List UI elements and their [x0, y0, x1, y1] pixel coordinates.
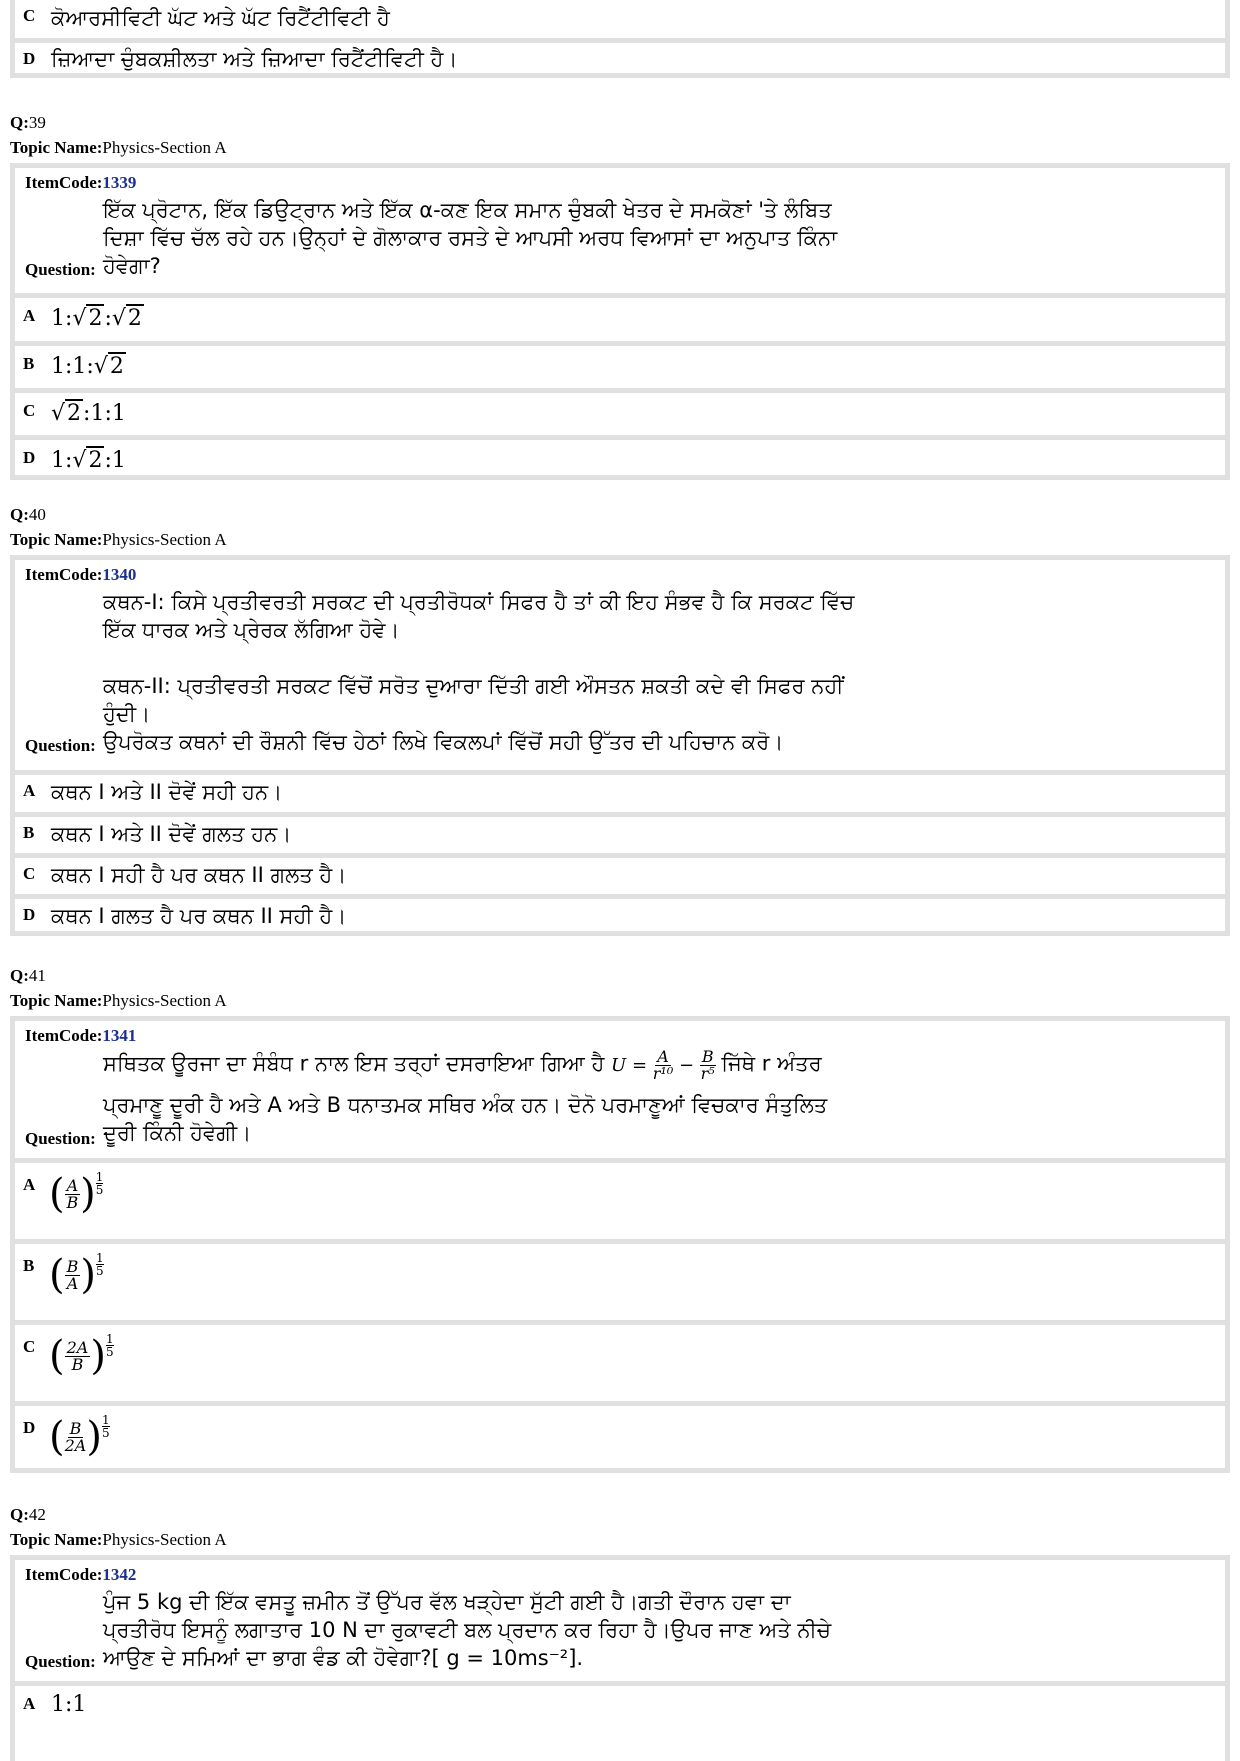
q-number: 40 — [28, 505, 46, 524]
question-box — [10, 555, 1230, 770]
paren-close: ) — [86, 1414, 102, 1460]
prev-options-block — [10, 0, 1230, 78]
numerator: 2A — [66, 1337, 89, 1357]
topic-value: Physics-Section A — [102, 138, 227, 157]
option-text: ਜ਼ਿਆਦਾ ਚੁੰਬਕਸ਼ੀਲਤਾ ਅਤੇ ਜ਼ਿਆਦਾ ਰਿਟੈਂਟੀਵਿਟੀ ਹੈ। — [51, 47, 458, 71]
text-fragment: ਸਥਿਤਕ ਊਰਜਾ ਦਾ ਸੰਬੰਧ r ਨਾਲ ਇਸ ਤਰ੍ਹਾਂ ਦਸਰਾਇਆ ਗਿਆ ਹੈ — [103, 1051, 605, 1076]
exp-denominator: 5 — [101, 1426, 110, 1440]
option-letter: C — [23, 6, 36, 25]
question-text-line: ਹੁੰਦੀ। — [103, 702, 151, 726]
itemcode-label: ItemCode: — [25, 173, 103, 192]
itemcode-value: 1340 — [102, 565, 137, 584]
formula-part: − — [678, 1054, 695, 1076]
question-box — [10, 1555, 1230, 1681]
q-number: 41 — [28, 966, 46, 985]
topic-line — [10, 138, 227, 158]
topic-value: Physics-Section A — [102, 530, 227, 549]
option-letter: A — [23, 1175, 36, 1194]
option-letter: C — [23, 864, 36, 883]
q-number: 39 — [28, 113, 46, 132]
question-label: Question: — [25, 736, 96, 755]
exponent — [102, 1414, 110, 1439]
paren-close: ) — [90, 1333, 106, 1379]
formula-part: U = — [611, 1054, 648, 1076]
sqrt-symbol: √ — [72, 306, 87, 331]
topic-line — [10, 991, 227, 1011]
exponent — [96, 1171, 104, 1196]
option-letter: B — [23, 354, 35, 373]
denominator: 2A — [64, 1435, 87, 1455]
option-row-a[interactable] — [15, 298, 1225, 341]
option-letter: D — [23, 49, 36, 68]
math-part: : — [104, 306, 112, 331]
itemcode-label: ItemCode: — [25, 1565, 103, 1584]
option-row-c[interactable] — [15, 388, 1225, 435]
option-row-a[interactable] — [15, 1686, 1225, 1726]
math-part: :1:1 — [83, 401, 126, 426]
topic-value: Physics-Section A — [102, 991, 227, 1010]
radicand: 2 — [88, 448, 103, 473]
exp-denominator: 5 — [105, 1345, 114, 1359]
question-number — [10, 505, 46, 525]
itemcode — [25, 565, 136, 585]
option-row-a[interactable] — [15, 1163, 1225, 1239]
topic-label: Topic Name: — [10, 530, 103, 549]
question-text-line: ਇੱਕ ਧਾਰਕ ਅਤੇ ਪ੍ਰੇਰਕ ਲੱਗਿਆ ਹੋਵੇ। — [103, 618, 400, 642]
exp-numerator: 1 — [105, 1332, 114, 1346]
itemcode — [25, 173, 136, 193]
radicand: 2 — [109, 354, 124, 379]
denominator: A — [66, 1273, 79, 1293]
option-math — [49, 1252, 104, 1298]
options-block — [10, 1681, 1230, 1761]
option-row-d[interactable] — [15, 1401, 1225, 1483]
fraction — [65, 1175, 81, 1212]
option-row-c[interactable] — [15, 853, 1225, 894]
question-text-line: ਪ੍ਰਮਾਣੂ ਦੂਰੀ ਹੈ ਅਤੇ A ਅਤੇ B ਧਨਾਤਮਕ ਸਥਿਰ ਅੰਕ ਹਨ। ਦੋਨੋ ਪਰਮਾਣੂਆਂ ਵਿਚਕਾਰ ਸੰਤੁਲਿਤ — [103, 1093, 828, 1117]
paren-close: ) — [80, 1252, 96, 1298]
itemcode-label: ItemCode: — [25, 565, 103, 584]
options-block — [10, 1158, 1230, 1473]
option-row-d[interactable] — [15, 435, 1225, 483]
option-letter: D — [23, 1418, 36, 1437]
question-text-line: ਕਥਨ-I: ਕਿਸੇ ਪ੍ਰਤੀਵਰਤੀ ਸਰਕਟ ਦੀ ਪ੍ਰਤੀਰੋਧਕਾਂ ਸਿਫਰ ਹੈ ਤਾਂ ਕੀ ਇਹ ਸੰਭਵ ਹੈ ਕਿ ਸਰਕਟ ਵਿੱਚ — [103, 590, 855, 614]
topic-line — [10, 530, 227, 550]
formula — [611, 1047, 721, 1083]
topic-label: Topic Name: — [10, 1530, 103, 1549]
fraction — [653, 1049, 673, 1082]
question-text-line: ਆਉਣ ਦੇ ਸਮਿਆਂ ਦਾ ਭਾਗ ਵੰਡ ਕੀ ਹੋਵੇਗਾ?[ g = 10ms⁻²]. — [103, 1646, 584, 1670]
exp-denominator: 5 — [95, 1183, 104, 1197]
exp-numerator: 1 — [95, 1251, 104, 1265]
radicand: 2 — [67, 401, 82, 426]
question-text-line: ਹੋਵੇਗਾ? — [103, 254, 161, 278]
sqrt-symbol: √ — [72, 448, 87, 473]
fraction — [65, 1337, 91, 1374]
paren-open: ( — [49, 1171, 65, 1217]
option-letter: A — [23, 306, 36, 325]
option-row-b[interactable] — [15, 812, 1225, 853]
option-math — [51, 448, 126, 473]
option-row-a[interactable] — [15, 775, 1225, 812]
exp-denominator: 5 — [95, 1264, 104, 1278]
paren-open: ( — [49, 1333, 65, 1379]
sqrt-symbol: √ — [51, 401, 66, 426]
denominator: r¹⁰ — [652, 1064, 674, 1083]
option-text: 1:1 — [51, 1692, 87, 1717]
option-letter: D — [23, 448, 36, 467]
option-letter: C — [23, 401, 36, 420]
paren-open: ( — [49, 1252, 65, 1298]
option-row-b[interactable] — [15, 1239, 1225, 1320]
option-letter: A — [23, 1694, 36, 1713]
math-part: :1 — [104, 448, 126, 473]
math-part: 1: — [51, 448, 73, 473]
q-label: Q: — [10, 113, 29, 132]
option-row[interactable] — [15, 38, 1225, 79]
question-number — [10, 966, 46, 986]
question-box — [10, 163, 1230, 293]
numerator: B — [701, 1047, 714, 1066]
exponent — [96, 1252, 104, 1277]
question-text-line: ਉਪਰੋਕਤ ਕਥਨਾਂ ਦੀ ਰੌਸ਼ਨੀ ਵਿੱਚ ਹੇਠਾਂ ਲਿਖੇ ਵਿਕਲਪਾਂ ਵਿੱਚੋਂ ਸਹੀ ਉੱਤਰ ਦੀ ਪਹਿਚਾਨ ਕਰੋ। — [103, 730, 784, 754]
denominator: r⁵ — [700, 1064, 715, 1083]
paren-open: ( — [49, 1414, 65, 1460]
numerator: A — [657, 1047, 669, 1066]
exp-numerator: 1 — [101, 1413, 110, 1427]
option-letter: A — [23, 781, 36, 800]
question-text-line — [103, 1049, 822, 1082]
radicand: 2 — [88, 306, 103, 331]
option-text: ਕਥਨ I ਸਹੀ ਹੈ ਪਰ ਕਥਨ II ਗਲਤ ਹੈ। — [51, 863, 347, 887]
itemcode-label: ItemCode: — [25, 1026, 103, 1045]
option-text: ਕਥਨ I ਗਲਤ ਹੈ ਪਰ ਕਥਨ II ਸਹੀ ਹੈ। — [51, 904, 347, 928]
option-row[interactable] — [15, 0, 1225, 38]
radicand: 2 — [127, 306, 142, 331]
question-text-line: ਪ੍ਰਤੀਰੋਧ ਇਸਨੂੰ ਲਗਾਤਾਰ 10 N ਦਾ ਰੁਕਾਵਟੀ ਬਲ ਪ੍ਰਦਾਨ ਕਰ ਰਿਹਾ ਹੈ।ਉਪਰ ਜਾਣ ਅਤੇ ਨੀਚੇ — [103, 1618, 832, 1642]
question-text-line: ਪੁੰਜ 5 kg ਦੀ ਇੱਕ ਵਸਤੂ ਜ਼ਮੀਨ ਤੋਂ ਉੱਪਰ ਵੱਲ ਖੜ੍ਹੇਦਾ ਸੁੱਟੀ ਗਈ ਹੈ।ਗਤੀ ਦੌਰਾਨ ਹਵਾ ਦਾ — [103, 1590, 791, 1614]
q-label: Q: — [10, 966, 29, 985]
option-letter: C — [23, 1337, 36, 1356]
numerator: A — [66, 1175, 79, 1195]
option-math — [51, 306, 144, 331]
option-row-d[interactable] — [15, 894, 1225, 936]
question-text-line: ਕਥਨ-II: ਪ੍ਰਤੀਵਰਤੀ ਸਰਕਟ ਵਿੱਚੋਂ ਸਰੋਤ ਦੁਆਰਾ ਦਿੱਤੀ ਗਈ ਔਸਤਨ ਸ਼ਕਤੀ ਕਦੇ ਵੀ ਸਿਫਰ ਨਹੀਂ — [103, 674, 844, 698]
question-box — [10, 1016, 1230, 1158]
itemcode — [25, 1565, 136, 1585]
exponent — [106, 1333, 114, 1358]
option-math — [51, 401, 126, 426]
itemcode — [25, 1026, 136, 1046]
paren-close: ) — [80, 1171, 96, 1217]
question-text-line: ਦੂਰੀ ਕਿੰਨੀ ਹੋਵੇਗੀ। — [103, 1121, 252, 1145]
fraction — [64, 1418, 87, 1455]
topic-label: Topic Name: — [10, 991, 103, 1010]
numerator: B — [66, 1256, 79, 1276]
question-label: Question: — [25, 1129, 96, 1148]
option-row-b[interactable] — [15, 341, 1225, 388]
question-number — [10, 1505, 46, 1525]
topic-line — [10, 1530, 227, 1550]
question-text-line: ਦਿਸ਼ਾ ਵਿੱਚ ਚੱਲ ਰਹੇ ਹਨ।ਉਨ੍ਹਾਂ ਦੇ ਗੋਲਾਕਾਰ ਰਸਤੇ ਦੇ ਆਪਸੀ ਅਰਧ ਵਿਆਸਾਂ ਦਾ ਅਨੁਪਾਤ ਕਿੰਨਾ — [103, 226, 838, 250]
question-number — [10, 113, 46, 133]
q-number: 42 — [28, 1505, 46, 1524]
option-math — [49, 1171, 103, 1217]
itemcode-value: 1339 — [102, 173, 137, 192]
topic-label: Topic Name: — [10, 138, 103, 157]
exp-numerator: 1 — [95, 1170, 104, 1184]
options-block — [10, 293, 1230, 480]
option-row-c[interactable] — [15, 1320, 1225, 1401]
option-math — [49, 1333, 114, 1379]
question-text-line: ਇੱਕ ਪ੍ਰੋਟਾਨ, ਇੱਕ ਡਿਉਟ੍ਰਾਨ ਅਤੇ ਇੱਕ α-ਕਣ ਇਕ ਸਮਾਨ ਚੁੰਬਕੀ ਖੇਤਰ ਦੇ ਸਮਕੋਣਾਂ 'ਤੇ ਲੰਬਿਤ — [103, 198, 832, 222]
numerator: B — [69, 1418, 82, 1438]
option-text: ਕੋਆਰਸੀਵਿਟੀ ਘੱਟ ਅਤੇ ਘੱਟ ਰਿਟੈਂਟੀਵਿਟੀ ਹੈ — [51, 6, 390, 30]
q-label: Q: — [10, 505, 29, 524]
sqrt-symbol: √ — [111, 306, 126, 331]
question-label: Question: — [25, 1652, 96, 1671]
denominator: B — [66, 1192, 79, 1212]
math-part: 1: — [51, 306, 73, 331]
option-text: ਕਥਨ I ਅਤੇ II ਦੋਵੇਂ ਸਹੀ ਹਨ। — [51, 780, 283, 804]
option-math — [51, 354, 126, 379]
question-label: Question: — [25, 260, 96, 279]
options-block — [10, 770, 1230, 936]
topic-value: Physics-Section A — [102, 1530, 227, 1549]
text-fragment: ਜਿੱਥੇ r ਅੰਤਰ — [721, 1051, 822, 1076]
sqrt-symbol: √ — [93, 354, 108, 379]
itemcode-value: 1342 — [102, 1565, 137, 1584]
fraction — [700, 1049, 716, 1082]
option-letter: D — [23, 905, 36, 924]
denominator: B — [71, 1354, 84, 1374]
option-letter: B — [23, 823, 35, 842]
option-letter: B — [23, 1256, 35, 1275]
fraction — [65, 1256, 81, 1293]
math-part: 1:1: — [51, 354, 94, 379]
itemcode-value: 1341 — [102, 1026, 137, 1045]
q-label: Q: — [10, 1505, 29, 1524]
option-text: ਕਥਨ I ਅਤੇ II ਦੋਵੇਂ ਗਲਤ ਹਨ। — [51, 822, 292, 846]
option-math — [49, 1414, 110, 1460]
